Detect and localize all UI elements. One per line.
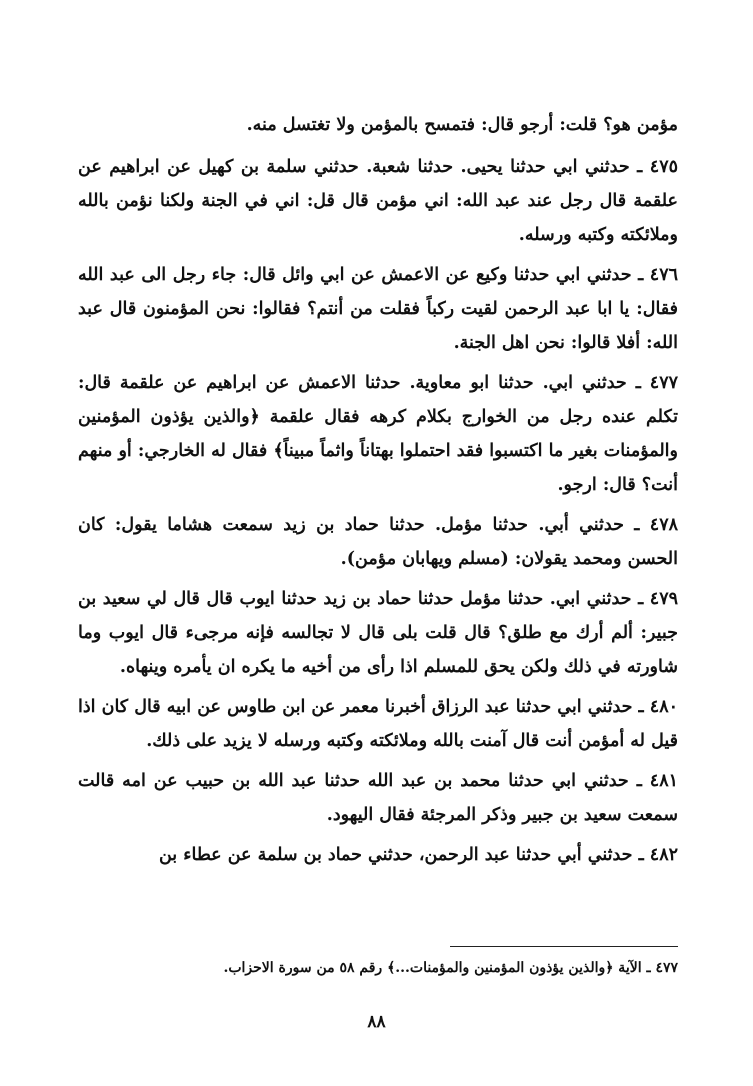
paragraph-hadith-482: ٤٨٢ ـ حدثني أبي حدثنا عبد الرحمن، حدثني حماد بن سلمة عن عطاء بن xyxy=(158,845,678,865)
page-number: ٨٨ xyxy=(367,1012,386,1032)
paragraph-hadith-477: ٤٧٧ ـ حدثني ابي. حدثنا ابو معاوية. حدثنا الاعمش عن ابراهيم عن علقمة قال: تكلم عنده رجل من الخوارج بكلام كرهه فقال علقمة ﴿والذين يؤذون المؤمنين والمؤمنات بغير ما اكتسبوا فقد احتملوا بهتاناً واثماً مبيناً﴾ فقال له الخارجي: أو منهم أنت؟ قال: ارجو. xyxy=(78,373,678,495)
paragraph-hadith-476: ٤٧٦ ـ حدثني ابي حدثنا وكيع عن الاعمش عن ابي وائل قال: جاء رجل الى عبد الله فقال: يا ابا عبد الرحمن لقيت ركباً فقلت من أنتم؟ فقالوا: نحن المؤمنون قال عبد الله: أفلا قالوا: نحن اهل الجنة. xyxy=(78,265,678,353)
paragraph-hadith-481: ٤٨١ ـ حدثني ابي حدثنا محمد بن عبد الله حدثنا عبد الله بن حبيب عن امه قالت سمعت سعيد بن جبير وذكر المرجئة فقال اليهود. xyxy=(78,771,678,825)
paragraph-hadith-478: ٤٧٨ ـ حدثني أبي. حدثنا مؤمل. حدثنا حماد بن زيد سمعت هشاما يقول: كان الحسن ومحمد يقولان: (مسلم ويهابان مؤمن). xyxy=(78,515,678,569)
paragraph-hadith-479: ٤٧٩ ـ حدثني ابي. حدثنا مؤمل حدثنا حماد بن زيد حدثنا ايوب قال قال لي سعيد بن جبير: ألم أرك مع طلق؟ قال قلت بلى قال لا تجالسه فإنه مرجىء قال ايوب وما شاورته في ذلك ولكن يحق للمسلم اذا رأى من أخيه ما يكره ان يأمره وينهاه. xyxy=(78,589,678,677)
paragraph-continuation: مؤمن هو؟ قلت: أرجو قال: فتمسح بالمؤمن ولا تغتسل منه. xyxy=(246,115,678,135)
footnote: ٤٧٧ ـ الآية ﴿والذين يؤذون المؤمنين والمؤمنات...﴾ رقم ٥٨ من سورة الاحزاب. xyxy=(223,960,678,976)
page-body xyxy=(78,108,678,878)
paragraph-hadith-475: ٤٧٥ ـ حدثني ابي حدثنا يحيى. حدثنا شعبة. حدثني سلمة بن كهيل عن ابراهيم عن علقمة قال رجل عند عبد الله: اني مؤمن قال قل: اني في الجنة ولكنا نؤمن بالله وملائكته وكتبه ورسله. xyxy=(78,157,678,245)
footnote-divider xyxy=(450,946,678,947)
paragraph-hadith-480: ٤٨٠ ـ حدثني ابي حدثنا عبد الرزاق أخبرنا معمر عن ابن طاوس عن ابيه قال كان اذا قيل له أمؤمن أنت قال آمنت بالله وملائكته وكتبه ورسله لا يزيد على ذلك. xyxy=(78,697,678,751)
